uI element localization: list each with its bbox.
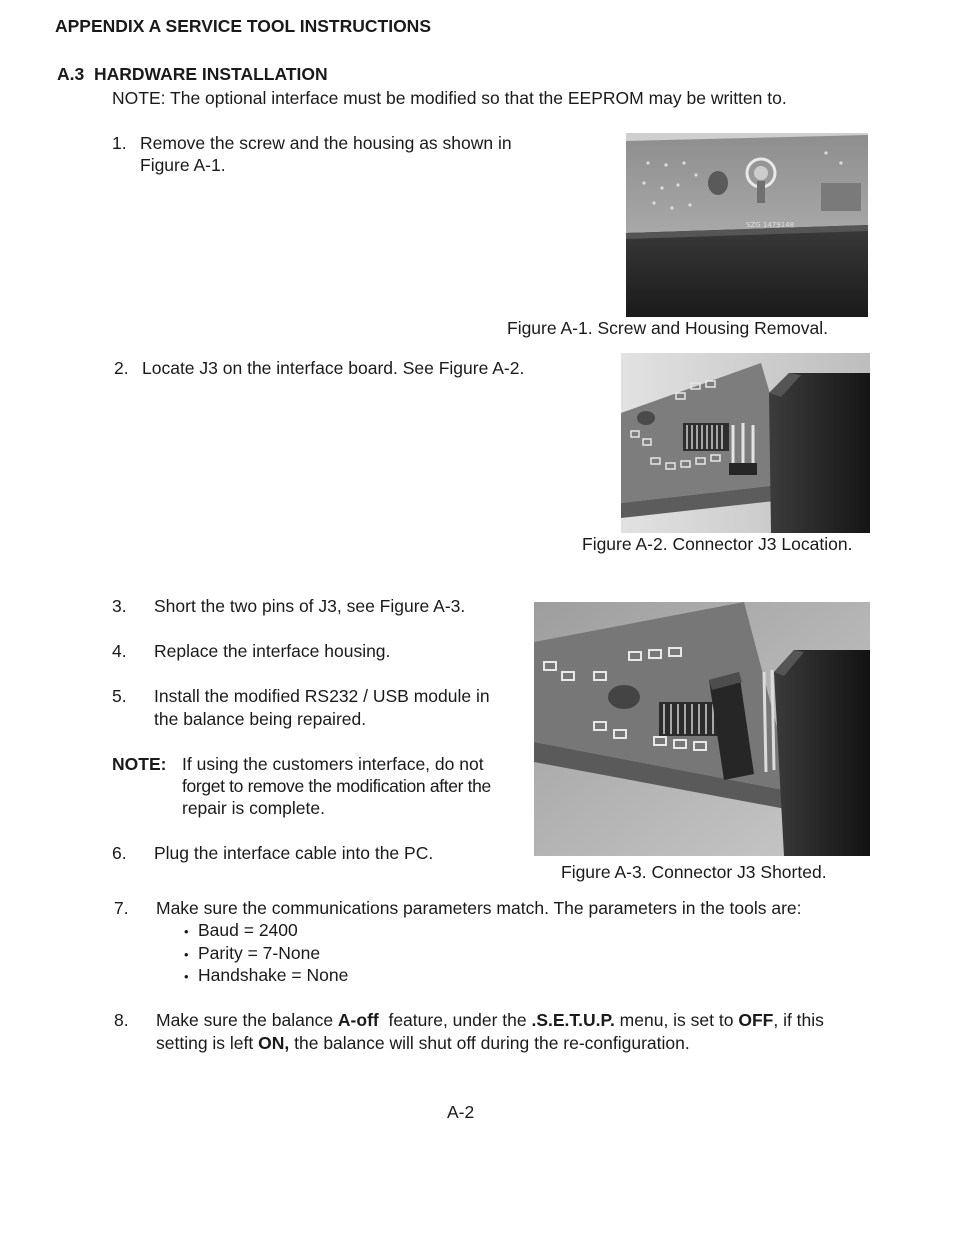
step-1-line-2: Figure A-1. [140, 155, 226, 175]
step-3-text: Short the two pins of J3, see Figure A-3. [154, 596, 466, 616]
step-5-number: 5. [112, 686, 127, 706]
note-line-1: If using the customers interface, do not [182, 754, 484, 774]
step-6-text: Plug the interface cable into the PC. [154, 843, 434, 863]
bullet-text: Handshake = None [198, 965, 349, 985]
bullet-text: Baud = 2400 [198, 920, 298, 940]
figure-a1-photo [626, 133, 868, 317]
on-term: ON, [258, 1033, 290, 1053]
figure-a3-photo [534, 602, 870, 856]
step-8-text-g: , if this [773, 1010, 824, 1030]
note-line-3: repair is complete. [182, 798, 325, 818]
figure-a2-caption: Figure A-2. Connector J3 Location. [582, 534, 853, 554]
svg-text:SZG 1479148: SZG 1479148 [746, 221, 795, 229]
step-7-number: 7. [114, 898, 129, 918]
section-heading [57, 64, 328, 85]
bullet-item [184, 943, 320, 964]
step-4-number: 4. [112, 641, 127, 661]
step-2-text: Locate J3 on the interface board. See Figure A-2. [142, 358, 525, 378]
appendix-header: APPENDIX A SERVICE TOOL INSTRUCTIONS [55, 16, 431, 36]
setup-menu-term: .S.E.T.U.P. [531, 1010, 615, 1030]
step-8-text-h: setting is left [156, 1033, 259, 1053]
figure-a3-caption: Figure A-3. Connector J3 Shorted. [561, 862, 827, 882]
step-8-text-a: Make sure the balance [156, 1010, 338, 1030]
step-2-number: 2. [114, 358, 129, 378]
bullet-icon: • [184, 924, 189, 939]
bullet-item [184, 920, 298, 941]
step-8-line-1 [156, 1010, 824, 1031]
a-off-term: A-off [337, 1010, 379, 1030]
step-5-line-2: the balance being repaired. [154, 709, 367, 729]
step-8-text-j: the balance will shut off during the re-configuration. [289, 1033, 690, 1053]
figure-a2-photo [621, 353, 870, 533]
step-1-number: 1. [112, 133, 127, 153]
step-7-text: Make sure the communications parameters match. The parameters in the tools are: [156, 898, 802, 918]
bullet-item [184, 965, 348, 986]
page-number: A-2 [447, 1102, 475, 1122]
step-8-number: 8. [114, 1010, 129, 1030]
step-5-line-1: Install the modified RS232 / USB module in [154, 686, 490, 706]
figure-a1-caption: Figure A-1. Screw and Housing Removal. [507, 318, 828, 338]
step-6-number: 6. [112, 843, 127, 863]
step-8-text-c: feature, under the [378, 1010, 532, 1030]
step-8-line-2 [156, 1033, 690, 1054]
note-label: NOTE: [112, 754, 167, 774]
bullet-icon: • [184, 947, 189, 962]
bullet-icon: • [184, 969, 189, 984]
note-line-2: forget to remove the modification after the [182, 776, 491, 796]
off-term: OFF [738, 1010, 774, 1030]
top-note: NOTE: The optional interface must be modified so that the EEPROM may be written to. [112, 88, 787, 108]
step-8-text-e: menu, is set to [614, 1010, 739, 1030]
step-4-text: Replace the interface housing. [154, 641, 391, 661]
step-1-line-1: Remove the screw and the housing as shown in [140, 133, 512, 153]
section-number: A.3 [57, 64, 85, 84]
section-title: HARDWARE INSTALLATION [93, 64, 328, 84]
step-3-number: 3. [112, 596, 127, 616]
bullet-text: Parity = 7-None [198, 943, 321, 963]
